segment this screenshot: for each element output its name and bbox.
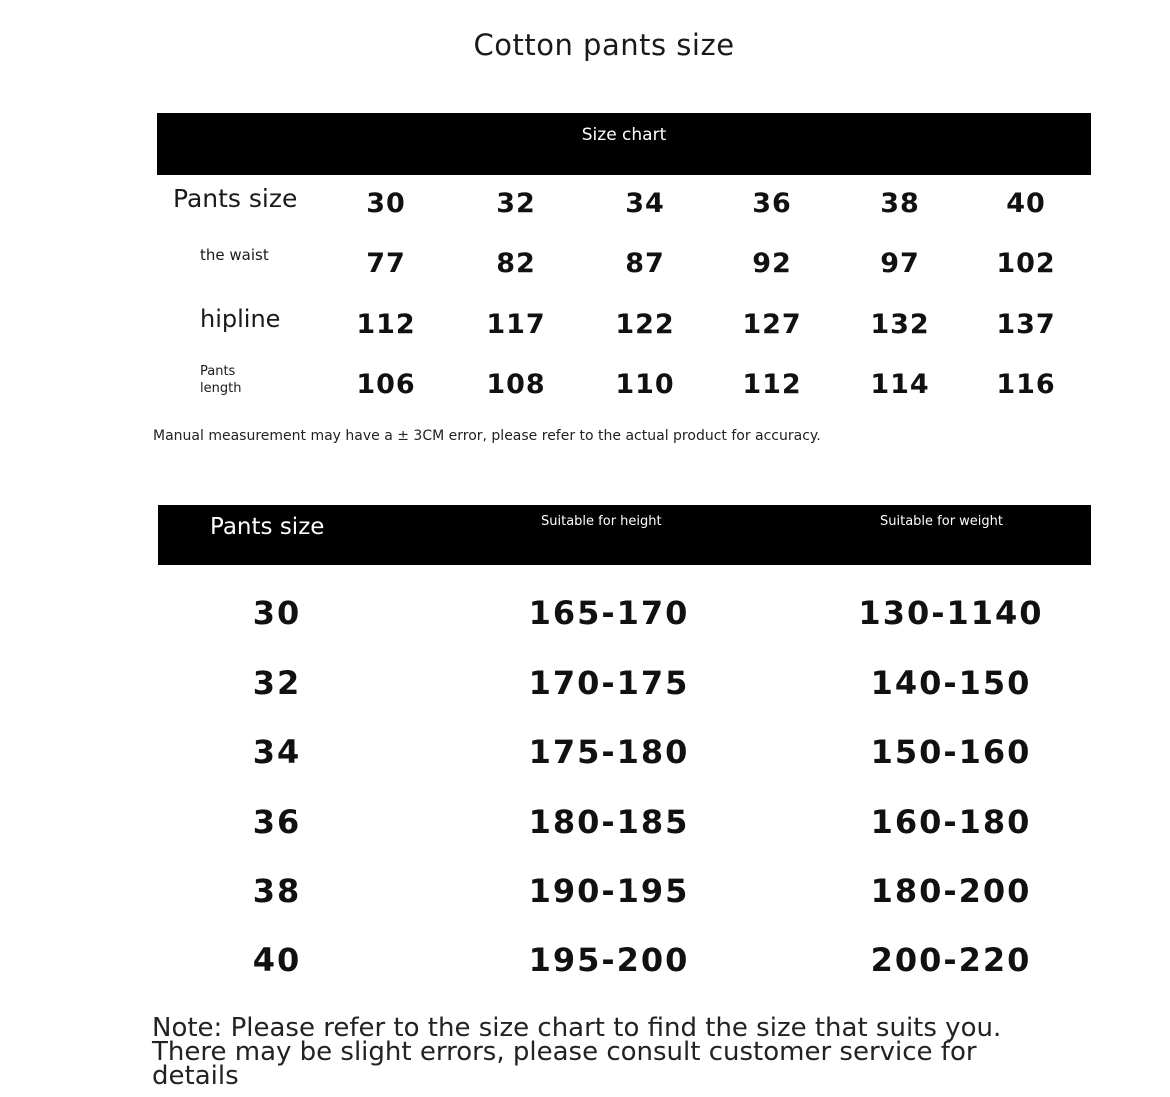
table-cell: 132 [870, 309, 930, 340]
table-cell: 30 [366, 188, 406, 219]
table-cell: 200-220 [870, 941, 1032, 979]
table-cell: 160-180 [870, 803, 1032, 841]
row-label: Pants size [173, 184, 298, 213]
table-cell: 102 [996, 248, 1056, 279]
table-cell: 112 [742, 369, 802, 400]
table-cell: 38 [252, 872, 302, 910]
footer-note-line: details [152, 1061, 239, 1091]
measurement-note: Manual measurement may have a ± 3CM error, please refer to the actual product for accuracy. [153, 428, 821, 444]
row-label: the waist [200, 246, 269, 264]
table-cell: 40 [252, 941, 302, 979]
table-cell: 30 [252, 594, 302, 632]
table-row [0, 733, 1170, 793]
table-row [0, 664, 1170, 724]
size-chart-row-hipline [0, 301, 1170, 351]
table-cell: 108 [486, 369, 546, 400]
table-cell: 137 [996, 309, 1056, 340]
size-chart-row-pants-size [0, 180, 1170, 230]
header-weight: Suitable for weight [880, 514, 1003, 529]
table-cell: 36 [752, 188, 792, 219]
table-cell: 92 [752, 248, 792, 279]
size-chart-row-waist [0, 240, 1170, 290]
table-cell: 32 [252, 664, 302, 702]
footer-note [152, 1013, 1052, 1091]
table-cell: 112 [356, 309, 416, 340]
table-row [0, 594, 1170, 654]
size-chart-header-bar [157, 113, 1091, 175]
table-cell: 140-150 [870, 664, 1032, 702]
row-label-line: length [200, 381, 242, 396]
table-cell: 34 [625, 188, 665, 219]
size-chart-row-pants-length [0, 361, 1170, 411]
row-label-line: Pants [200, 364, 236, 379]
table-cell: 114 [870, 369, 930, 400]
table-cell: 36 [252, 803, 302, 841]
table-cell: 122 [615, 309, 675, 340]
header-pants-size: Pants size [210, 514, 325, 540]
table-cell: 150-160 [870, 733, 1032, 771]
table-cell: 190-195 [528, 872, 690, 910]
table-cell: 34 [252, 733, 302, 771]
table-cell: 170-175 [528, 664, 690, 702]
size-chart-caption: Size chart [581, 125, 667, 145]
table-cell: 97 [880, 248, 920, 279]
table-row [0, 941, 1170, 1001]
header-height: Suitable for height [541, 514, 662, 529]
table-cell: 175-180 [528, 733, 690, 771]
table-cell: 180-185 [528, 803, 690, 841]
table-cell: 110 [615, 369, 675, 400]
page-title: Cotton pants size [473, 28, 735, 62]
table-cell: 77 [366, 248, 406, 279]
table-cell: 82 [496, 248, 536, 279]
table-row [0, 872, 1170, 932]
table-cell: 32 [496, 188, 536, 219]
table-cell: 130-1140 [858, 594, 1044, 632]
table-row [0, 803, 1170, 863]
fit-chart-header-bar [158, 505, 1091, 565]
table-cell: 195-200 [528, 941, 690, 979]
footer-note-line: There may be slight errors, please consult customer service for [152, 1037, 977, 1067]
row-label [200, 363, 241, 397]
table-cell: 40 [1006, 188, 1046, 219]
table-cell: 106 [356, 369, 416, 400]
table-cell: 87 [625, 248, 665, 279]
table-cell: 127 [742, 309, 802, 340]
table-cell: 116 [996, 369, 1056, 400]
table-cell: 38 [880, 188, 920, 219]
row-label: hipline [200, 305, 281, 333]
footer-note-line: Note: Please refer to the size chart to find the size that suits you. [152, 1013, 1002, 1043]
table-cell: 117 [486, 309, 546, 340]
table-cell: 165-170 [528, 594, 690, 632]
table-cell: 180-200 [870, 872, 1032, 910]
